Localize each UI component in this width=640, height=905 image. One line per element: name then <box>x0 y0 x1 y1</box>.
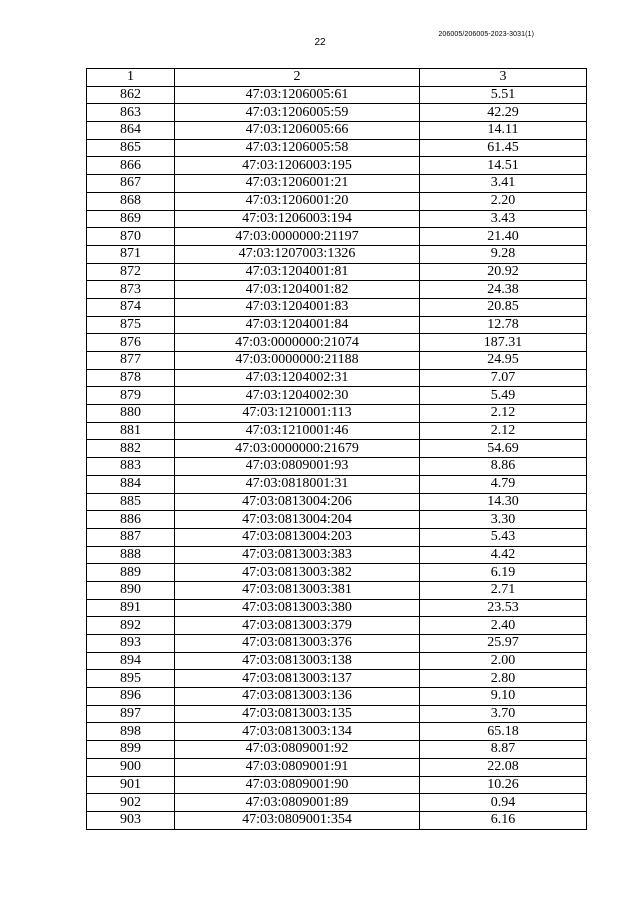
value-cell: 20.85 <box>420 298 587 316</box>
table-row <box>87 175 587 193</box>
row-number-cell: 895 <box>87 670 175 688</box>
value-cell: 7.07 <box>420 369 587 387</box>
cadastral-number-cell: 47:03:0813003:376 <box>175 635 420 653</box>
row-number-cell: 896 <box>87 688 175 706</box>
value-cell: 22.08 <box>420 758 587 776</box>
value-cell: 14.11 <box>420 122 587 140</box>
value-cell: 4.79 <box>420 475 587 493</box>
row-number-cell: 863 <box>87 104 175 122</box>
cadastral-number-cell: 47:03:0813003:379 <box>175 617 420 635</box>
value-cell: 3.43 <box>420 210 587 228</box>
value-cell: 6.19 <box>420 564 587 582</box>
row-number-cell: 890 <box>87 581 175 599</box>
cadastral-number-cell: 47:03:0813003:135 <box>175 705 420 723</box>
value-cell: 9.28 <box>420 245 587 263</box>
value-cell: 9.10 <box>420 688 587 706</box>
cadastral-number-cell: 47:03:0809001:91 <box>175 758 420 776</box>
table-row <box>87 369 587 387</box>
value-cell: 24.38 <box>420 281 587 299</box>
table-row <box>87 617 587 635</box>
row-number-cell: 901 <box>87 776 175 794</box>
cadastral-number-cell: 47:03:1206005:58 <box>175 139 420 157</box>
value-cell: 187.31 <box>420 334 587 352</box>
table-row <box>87 405 587 423</box>
table-row <box>87 475 587 493</box>
table-row <box>87 652 587 670</box>
value-cell: 2.12 <box>420 422 587 440</box>
cadastral-number-cell: 47:03:0813003:381 <box>175 581 420 599</box>
cadastral-number-cell: 47:03:0809001:93 <box>175 458 420 476</box>
value-cell: 3.30 <box>420 511 587 529</box>
value-cell: 20.92 <box>420 263 587 281</box>
value-cell: 8.87 <box>420 741 587 759</box>
row-number-cell: 872 <box>87 263 175 281</box>
cadastral-number-cell: 47:03:0813003:382 <box>175 564 420 582</box>
value-cell: 6.16 <box>420 811 587 829</box>
table-header-row <box>87 69 587 87</box>
value-cell: 2.80 <box>420 670 587 688</box>
value-cell: 14.51 <box>420 157 587 175</box>
row-number-cell: 886 <box>87 511 175 529</box>
value-cell: 3.41 <box>420 175 587 193</box>
value-cell: 2.20 <box>420 192 587 210</box>
row-number-cell: 902 <box>87 794 175 812</box>
row-number-cell: 862 <box>87 86 175 104</box>
row-number-cell: 892 <box>87 617 175 635</box>
row-number-cell: 903 <box>87 811 175 829</box>
value-cell: 42.29 <box>420 104 587 122</box>
row-number-cell: 883 <box>87 458 175 476</box>
table-row <box>87 811 587 829</box>
cadastral-number-cell: 47:03:1206003:194 <box>175 210 420 228</box>
row-number-cell: 897 <box>87 705 175 723</box>
value-cell: 65.18 <box>420 723 587 741</box>
table-row <box>87 688 587 706</box>
table-row <box>87 493 587 511</box>
value-cell: 23.53 <box>420 599 587 617</box>
value-cell: 10.26 <box>420 776 587 794</box>
cadastral-number-cell: 47:03:1206001:20 <box>175 192 420 210</box>
row-number-cell: 866 <box>87 157 175 175</box>
row-number-cell: 891 <box>87 599 175 617</box>
table-row <box>87 298 587 316</box>
cadastral-number-cell: 47:03:1204002:31 <box>175 369 420 387</box>
cadastral-number-cell: 47:03:0000000:21188 <box>175 352 420 370</box>
table-row <box>87 581 587 599</box>
row-number-cell: 884 <box>87 475 175 493</box>
row-number-cell: 893 <box>87 635 175 653</box>
table-row <box>87 228 587 246</box>
cadastral-number-cell: 47:03:0818001:31 <box>175 475 420 493</box>
row-number-cell: 887 <box>87 528 175 546</box>
row-number-cell: 868 <box>87 192 175 210</box>
cadastral-number-cell: 47:03:1206003:195 <box>175 157 420 175</box>
cadastral-number-cell: 47:03:1206005:61 <box>175 86 420 104</box>
cadastral-number-cell: 47:03:1204001:83 <box>175 298 420 316</box>
value-cell: 5.51 <box>420 86 587 104</box>
value-cell: 2.12 <box>420 405 587 423</box>
value-cell: 14.30 <box>420 493 587 511</box>
table-row <box>87 440 587 458</box>
row-number-cell: 881 <box>87 422 175 440</box>
cadastral-number-cell: 47:03:0813003:137 <box>175 670 420 688</box>
cadastral-number-cell: 47:03:0813003:138 <box>175 652 420 670</box>
cadastral-number-cell: 47:03:0813004:206 <box>175 493 420 511</box>
table-row <box>87 139 587 157</box>
table-row <box>87 316 587 334</box>
table-row <box>87 104 587 122</box>
cadastral-number-cell: 47:03:1204001:82 <box>175 281 420 299</box>
value-cell: 2.71 <box>420 581 587 599</box>
row-number-cell: 874 <box>87 298 175 316</box>
value-cell: 3.70 <box>420 705 587 723</box>
table-row <box>87 86 587 104</box>
row-number-cell: 900 <box>87 758 175 776</box>
row-number-cell: 880 <box>87 405 175 423</box>
page-number: 22 <box>314 37 326 48</box>
row-number-cell: 878 <box>87 369 175 387</box>
table-row <box>87 210 587 228</box>
column-header-cadastral-number: 2 <box>175 69 420 87</box>
table-row <box>87 263 587 281</box>
row-number-cell: 899 <box>87 741 175 759</box>
table-row <box>87 599 587 617</box>
row-number-cell: 870 <box>87 228 175 246</box>
table-row <box>87 670 587 688</box>
row-number-cell: 888 <box>87 546 175 564</box>
table-row <box>87 122 587 140</box>
row-number-cell: 864 <box>87 122 175 140</box>
row-number-cell: 885 <box>87 493 175 511</box>
table-row <box>87 352 587 370</box>
cadastral-number-cell: 47:03:1210001:46 <box>175 422 420 440</box>
cadastral-number-cell: 47:03:1204001:81 <box>175 263 420 281</box>
table-row <box>87 564 587 582</box>
table-row <box>87 157 587 175</box>
row-number-cell: 871 <box>87 245 175 263</box>
value-cell: 12.78 <box>420 316 587 334</box>
value-cell: 8.86 <box>420 458 587 476</box>
row-number-cell: 865 <box>87 139 175 157</box>
cadastral-number-cell: 47:03:0809001:90 <box>175 776 420 794</box>
cadastral-number-cell: 47:03:0000000:21197 <box>175 228 420 246</box>
value-cell: 2.40 <box>420 617 587 635</box>
cadastral-number-cell: 47:03:0809001:89 <box>175 794 420 812</box>
cadastral-number-cell: 47:03:0813004:203 <box>175 528 420 546</box>
cadastral-number-cell: 47:03:0813003:380 <box>175 599 420 617</box>
cadastral-number-cell: 47:03:0809001:92 <box>175 741 420 759</box>
table-header <box>87 69 587 87</box>
cadastral-number-cell: 47:03:0813003:136 <box>175 688 420 706</box>
table-row <box>87 794 587 812</box>
table-row <box>87 528 587 546</box>
table-row <box>87 422 587 440</box>
cadastral-number-cell: 47:03:1207003:1326 <box>175 245 420 263</box>
row-number-cell: 882 <box>87 440 175 458</box>
value-cell: 2.00 <box>420 652 587 670</box>
value-cell: 25.97 <box>420 635 587 653</box>
cadastral-number-cell: 47:03:1206001:21 <box>175 175 420 193</box>
table-row <box>87 458 587 476</box>
cadastral-number-cell: 47:03:0813004:204 <box>175 511 420 529</box>
cadastral-number-cell: 47:03:0000000:21679 <box>175 440 420 458</box>
cadastral-number-cell: 47:03:1206005:66 <box>175 122 420 140</box>
row-number-cell: 875 <box>87 316 175 334</box>
table-row <box>87 758 587 776</box>
cadastral-number-cell: 47:03:1206005:59 <box>175 104 420 122</box>
cadastral-number-cell: 47:03:0813003:383 <box>175 546 420 564</box>
cadastral-table <box>86 68 587 830</box>
value-cell: 24.95 <box>420 352 587 370</box>
table-row <box>87 546 587 564</box>
value-cell: 5.43 <box>420 528 587 546</box>
cadastral-number-cell: 47:03:1204001:84 <box>175 316 420 334</box>
row-number-cell: 876 <box>87 334 175 352</box>
table-row <box>87 723 587 741</box>
table-row <box>87 635 587 653</box>
table-row <box>87 245 587 263</box>
table-row <box>87 192 587 210</box>
table-row <box>87 387 587 405</box>
cadastral-number-cell: 47:03:0813003:134 <box>175 723 420 741</box>
row-number-cell: 889 <box>87 564 175 582</box>
cadastral-number-cell: 47:03:1204002:30 <box>175 387 420 405</box>
cadastral-number-cell: 47:03:0000000:21074 <box>175 334 420 352</box>
row-number-cell: 867 <box>87 175 175 193</box>
table-row <box>87 741 587 759</box>
value-cell: 21.40 <box>420 228 587 246</box>
value-cell: 61.45 <box>420 139 587 157</box>
column-header-number: 1 <box>87 69 175 87</box>
row-number-cell: 898 <box>87 723 175 741</box>
table-row <box>87 511 587 529</box>
table-body <box>87 86 587 829</box>
row-number-cell: 869 <box>87 210 175 228</box>
table-row <box>87 705 587 723</box>
document-code: 206005/206005-2023-3031(1) <box>438 31 534 38</box>
row-number-cell: 894 <box>87 652 175 670</box>
row-number-cell: 873 <box>87 281 175 299</box>
cadastral-number-cell: 47:03:1210001:113 <box>175 405 420 423</box>
value-cell: 4.42 <box>420 546 587 564</box>
value-cell: 0.94 <box>420 794 587 812</box>
table-row <box>87 281 587 299</box>
row-number-cell: 879 <box>87 387 175 405</box>
row-number-cell: 877 <box>87 352 175 370</box>
value-cell: 54.69 <box>420 440 587 458</box>
column-header-value: 3 <box>420 69 587 87</box>
table-row <box>87 334 587 352</box>
value-cell: 5.49 <box>420 387 587 405</box>
cadastral-number-cell: 47:03:0809001:354 <box>175 811 420 829</box>
table-row <box>87 776 587 794</box>
